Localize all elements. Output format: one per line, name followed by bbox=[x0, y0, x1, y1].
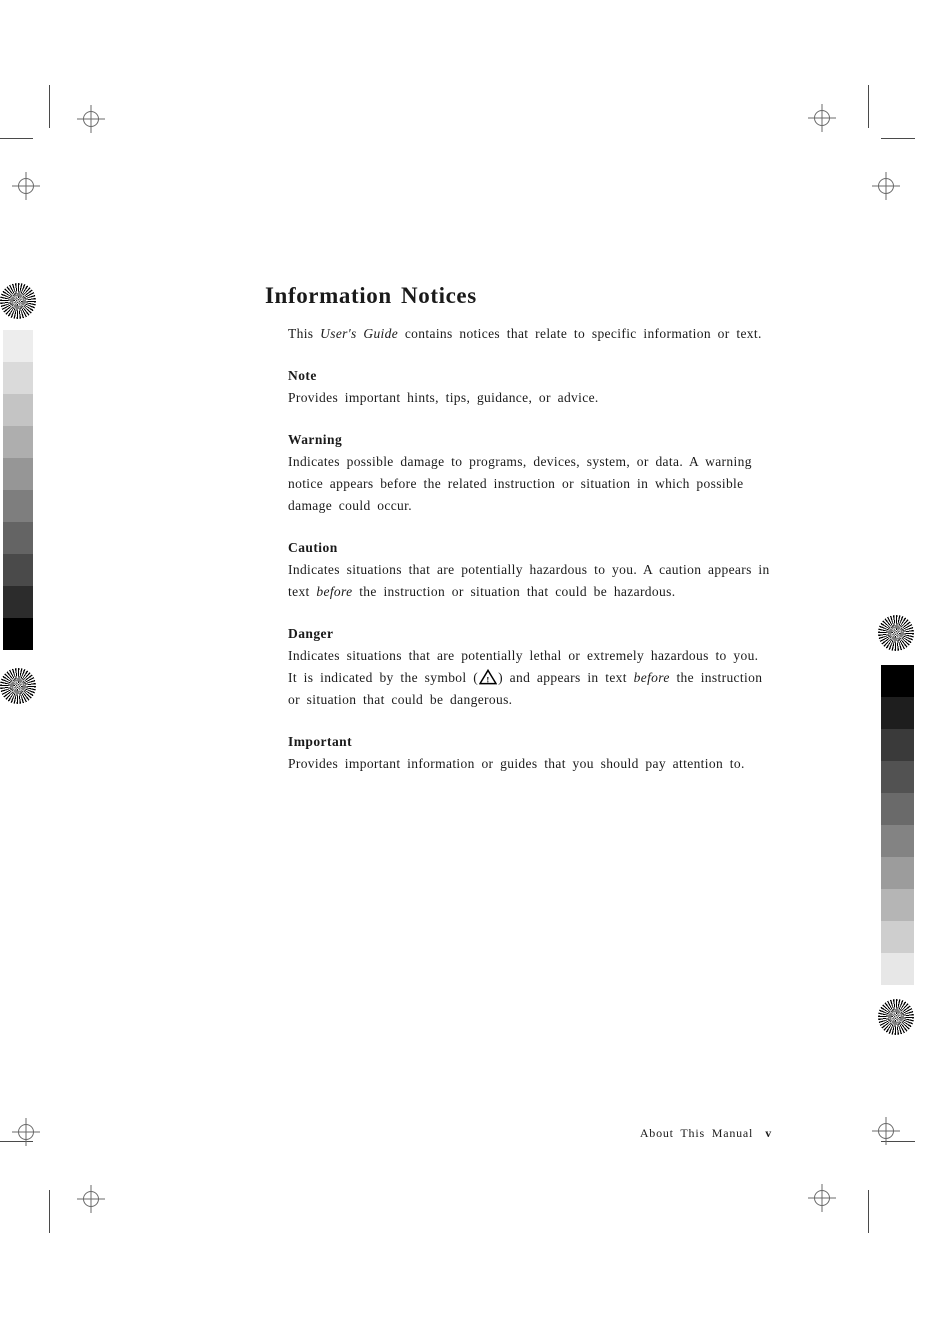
grayscale-step bbox=[881, 857, 914, 889]
grayscale-step bbox=[3, 426, 33, 458]
grayscale-step bbox=[3, 458, 33, 490]
section-danger bbox=[288, 623, 773, 711]
svg-text:!: ! bbox=[486, 674, 490, 685]
danger-text: ) and appears in text bbox=[498, 670, 634, 685]
trim-mark bbox=[868, 1190, 869, 1233]
section-body: Indicates possible damage to programs, devices, system, or data. A warning notice appears before the related instruction or situation in which possible damage could occur. bbox=[288, 454, 752, 513]
grayscale-step bbox=[3, 618, 33, 650]
intro-text: contains notices that relate to specific information or text. bbox=[398, 326, 762, 341]
section-caution bbox=[288, 537, 773, 603]
section-heading: Danger bbox=[288, 626, 334, 641]
caution-text: the instruction or situation that could be hazardous. bbox=[352, 584, 676, 599]
trim-mark bbox=[0, 138, 33, 139]
calibration-starburst-icon bbox=[878, 999, 914, 1035]
section-note bbox=[288, 365, 773, 409]
section-body: Provides important hints, tips, guidance, or advice. bbox=[288, 390, 599, 405]
grayscale-step bbox=[3, 362, 33, 394]
registration-mark-icon bbox=[12, 1118, 40, 1146]
page-footer bbox=[640, 1126, 772, 1141]
page-number: v bbox=[765, 1126, 772, 1140]
section-heading: Note bbox=[288, 368, 317, 383]
grayscale-step bbox=[881, 665, 914, 697]
grayscale-step bbox=[3, 490, 33, 522]
registration-mark-icon bbox=[872, 172, 900, 200]
section-heading: Important bbox=[288, 734, 353, 749]
caution-text: Indicates situations that are potentially hazardous to you. A caution appears in text bbox=[288, 562, 770, 599]
registration-mark-icon bbox=[808, 1184, 836, 1212]
page-content bbox=[265, 281, 773, 775]
registration-mark-icon bbox=[12, 172, 40, 200]
body-block bbox=[288, 323, 773, 775]
trim-mark bbox=[49, 1190, 50, 1233]
danger-text: Indicates situations that are potentially lethal or extremely hazardous to you. It is indicated by the symbol ( bbox=[288, 648, 759, 685]
section-heading: Caution bbox=[288, 540, 338, 555]
registration-mark-icon bbox=[808, 104, 836, 132]
grayscale-step bbox=[3, 330, 33, 362]
grayscale-step bbox=[881, 889, 914, 921]
calibration-starburst-icon bbox=[878, 615, 914, 651]
section-body bbox=[288, 559, 774, 603]
grayscale-step bbox=[881, 921, 914, 953]
calibration-starburst-icon bbox=[0, 668, 36, 704]
grayscale-step bbox=[3, 394, 33, 426]
section-body: Provides important information or guides that you should pay attention to. bbox=[288, 756, 745, 771]
intro-text: This bbox=[288, 326, 321, 341]
registration-mark-icon bbox=[77, 105, 105, 133]
grayscale-step bbox=[3, 522, 33, 554]
warning-triangle-icon bbox=[479, 669, 497, 685]
calibration-starburst-icon bbox=[0, 283, 36, 319]
grayscale-calibration-bar bbox=[3, 330, 33, 650]
grayscale-calibration-bar bbox=[881, 665, 914, 985]
grayscale-step bbox=[881, 793, 914, 825]
grayscale-step bbox=[881, 697, 914, 729]
intro-paragraph bbox=[288, 323, 774, 345]
grayscale-step bbox=[881, 761, 914, 793]
trim-mark bbox=[868, 85, 869, 128]
italic-term: before bbox=[316, 584, 353, 599]
grayscale-step bbox=[881, 825, 914, 857]
section-heading: Warning bbox=[288, 432, 343, 447]
section-warning bbox=[288, 429, 773, 517]
danger-text: the instruction or situation that could be dangerous. bbox=[288, 670, 763, 707]
registration-mark-icon bbox=[872, 1117, 900, 1145]
grayscale-step bbox=[881, 729, 914, 761]
registration-mark-icon bbox=[77, 1185, 105, 1213]
trim-mark bbox=[49, 85, 50, 128]
italic-term: before bbox=[633, 670, 670, 685]
grayscale-step bbox=[3, 586, 33, 618]
trim-mark bbox=[881, 138, 915, 139]
italic-term: User's Guide bbox=[320, 326, 399, 341]
footer-label: About This Manual bbox=[639, 1126, 754, 1140]
grayscale-step bbox=[881, 953, 914, 985]
grayscale-step bbox=[3, 554, 33, 586]
section-body bbox=[288, 645, 774, 711]
section-important bbox=[288, 731, 773, 775]
page-title: Information Notices bbox=[265, 283, 477, 308]
